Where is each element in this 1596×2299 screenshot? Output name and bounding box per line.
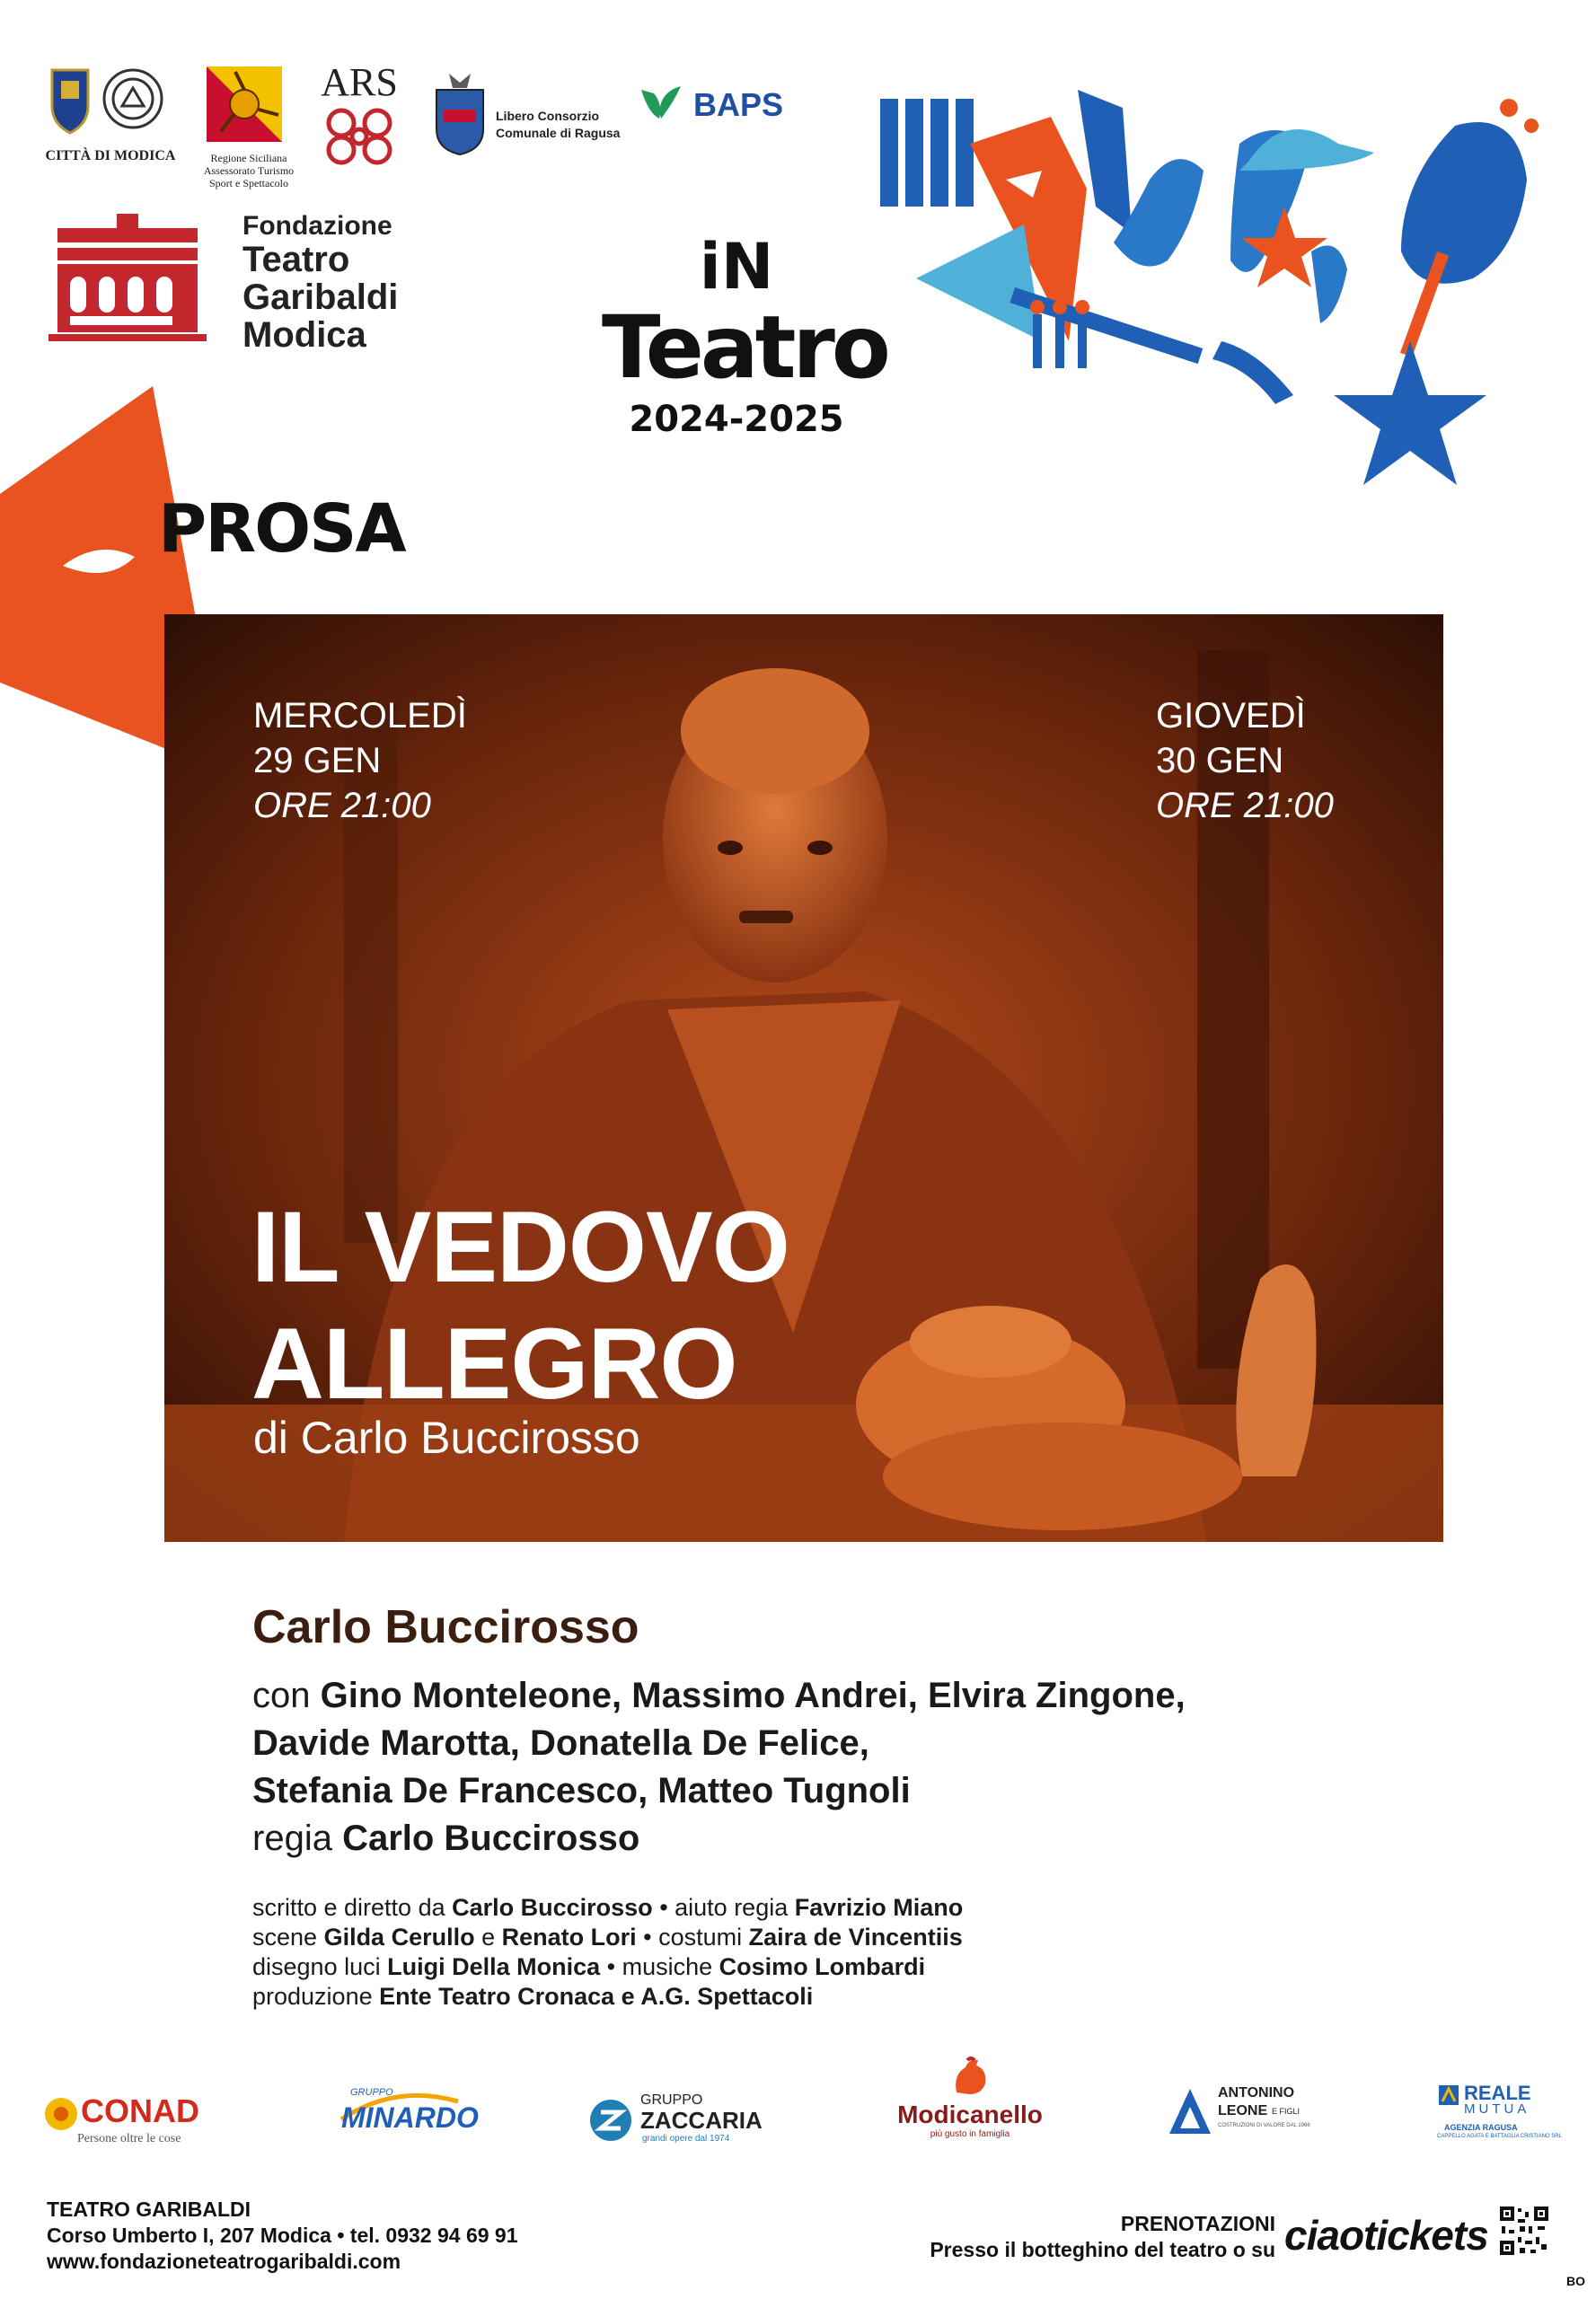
zaccaria-logo-icon bbox=[588, 2098, 633, 2143]
season-mark bbox=[602, 230, 887, 478]
booking-info bbox=[880, 2211, 1275, 2263]
conad-label: CONAD bbox=[81, 2092, 199, 2129]
category-label: PROSA bbox=[158, 490, 405, 568]
crew-name: Ente Teatro Cronaca e A.G. Spettacoli bbox=[379, 1983, 814, 2010]
trinacria-icon bbox=[199, 63, 289, 148]
regione-line-2: Assessorato Turismo bbox=[203, 163, 295, 177]
crew-line-4 bbox=[252, 1982, 1330, 2012]
fondazione-line-4: Modica bbox=[242, 314, 366, 355]
date-block-2 bbox=[1156, 693, 1334, 828]
ars-symbol-icon bbox=[322, 105, 397, 168]
minardo-top: GRUPPO bbox=[350, 2087, 393, 2098]
sponsor-reale-mutua bbox=[1437, 2082, 1572, 2154]
date1-day: MERCOLEDÌ bbox=[253, 696, 467, 736]
music-theatre-illustration bbox=[862, 72, 1581, 503]
sponsor-minardo bbox=[332, 2083, 479, 2155]
venue-website[interactable]: www.fondazioneteatrogaribaldi.com bbox=[47, 2250, 401, 2273]
sponsor-conad bbox=[43, 2092, 214, 2155]
leone-line-1: ANTONINO bbox=[1218, 2085, 1295, 2101]
cast-list bbox=[252, 1672, 1330, 1863]
cast-label: con bbox=[252, 1676, 321, 1715]
crew-label: • costumi bbox=[636, 1924, 749, 1951]
crew-name: Carlo Buccirosso bbox=[452, 1894, 653, 1921]
piano-keys-icon bbox=[880, 99, 974, 207]
baps-label: BAPS bbox=[693, 86, 784, 123]
sponsor-zaccaria bbox=[588, 2092, 768, 2155]
fondazione-line-3: Garibaldi bbox=[242, 277, 399, 317]
regione-line-3: Sport e Spettacolo bbox=[209, 176, 288, 189]
zaccaria-top: GRUPPO bbox=[640, 2092, 703, 2108]
date2-time: ORE 21:00 bbox=[1156, 786, 1334, 825]
leone-tag: COSTRUZIONI DI VALORE DAL 1966 bbox=[1218, 2123, 1310, 2128]
show-author: di Carlo Buccirosso bbox=[253, 1413, 640, 1463]
fondazione-line-1: Fondazione bbox=[242, 211, 392, 241]
cast-line-1: Gino Monteleone, Massimo Andrei, Elvira Zingone, bbox=[320, 1676, 1186, 1715]
studio-mark: BO bbox=[1566, 2274, 1585, 2288]
date2-day: GIOVEDÌ bbox=[1156, 696, 1306, 736]
date-block-1 bbox=[253, 693, 467, 828]
logo-baps bbox=[638, 83, 799, 137]
venue-address: Corso Umberto I, 207 Modica • tel. 0932 94 69 91 bbox=[47, 2224, 518, 2247]
leone-line-2: LEONE bbox=[1218, 2103, 1268, 2118]
coat-of-arms-icon bbox=[43, 63, 178, 144]
venue-name: TEATRO GARIBALDI bbox=[47, 2198, 251, 2221]
crew-label: scene bbox=[252, 1924, 324, 1951]
blue-mask-icon bbox=[1078, 90, 1132, 233]
crew-list bbox=[252, 1893, 1330, 2012]
fondazione-logo bbox=[47, 212, 424, 356]
booking-label: PRENOTAZIONI bbox=[1120, 2212, 1275, 2235]
crew-name: Zaira de Vincentiis bbox=[748, 1924, 963, 1951]
logo-citta-modica bbox=[43, 63, 178, 162]
reale-line-2: MUTUA bbox=[1464, 2101, 1530, 2117]
regia-name: Carlo Buccirosso bbox=[342, 1819, 640, 1858]
reale-shield-icon bbox=[1437, 2083, 1460, 2107]
violin-icon bbox=[1400, 99, 1539, 357]
consorzio-line-2: Comunale di Ragusa bbox=[496, 126, 621, 140]
crew-name: Gilda Cerullo bbox=[323, 1924, 475, 1951]
modicanello-label: Modicanello bbox=[897, 2101, 1043, 2128]
logo-regione-siciliana bbox=[199, 63, 298, 189]
crew-line-1 bbox=[252, 1893, 1330, 1923]
crew-name: Cosimo Lombardi bbox=[719, 1953, 926, 1980]
consorzio-crest-icon bbox=[431, 70, 489, 156]
minardo-label: MINARDO bbox=[341, 2101, 479, 2134]
baps-leaf-icon bbox=[638, 83, 684, 126]
crew-line-3 bbox=[252, 1952, 1330, 1982]
rooster-icon bbox=[948, 2057, 992, 2098]
regione-line-1: Regione Siciliana bbox=[210, 152, 287, 164]
credits bbox=[252, 1600, 1330, 2012]
citta-modica-label: CITTÀ DI MODICA bbox=[45, 148, 176, 163]
crew-label: scritto e diretto da bbox=[252, 1894, 453, 1921]
crew-label: produzione bbox=[252, 1983, 380, 2010]
crew-label: disegno luci bbox=[252, 1953, 388, 1980]
crew-name: Renato Lori bbox=[501, 1924, 637, 1951]
cast-line-2: Davide Marotta, Donatella De Felice, bbox=[252, 1723, 869, 1763]
consorzio-line-1: Libero Consorzio bbox=[496, 109, 600, 123]
title-line-2: ALLEGRO bbox=[251, 1308, 737, 1420]
modicanello-tag: più gusto in famiglia bbox=[930, 2129, 1010, 2139]
sponsor-leone bbox=[1168, 2083, 1329, 2155]
crew-label: e bbox=[474, 1924, 502, 1951]
leone-line-3: E FIGLI bbox=[1272, 2107, 1301, 2116]
reale-tag-2: CAPPELLO AGATA E BATTAGLIA CRISTIANO SRL bbox=[1437, 2134, 1562, 2139]
ars-label: ARS bbox=[321, 60, 398, 104]
logo-ars bbox=[319, 59, 400, 185]
title-line-1: IL VEDOVO bbox=[251, 1191, 789, 1303]
date1-time: ORE 21:00 bbox=[253, 786, 431, 825]
ciaotickets-logo[interactable]: ciaotickets bbox=[1284, 2212, 1488, 2259]
crew-label: • musiche bbox=[600, 1953, 719, 1980]
crew-line-2 bbox=[252, 1923, 1330, 1952]
show-title bbox=[251, 1189, 789, 1423]
zaccaria-tag: grandi opere dal 1974 bbox=[642, 2134, 730, 2144]
reale-line-1: REALE bbox=[1464, 2082, 1531, 2104]
conad-tag: Persone oltre le cose bbox=[77, 2132, 181, 2145]
crew-label: • aiuto regia bbox=[652, 1894, 795, 1921]
date1-date: 29 GEN bbox=[253, 741, 382, 780]
season-in: iN bbox=[699, 230, 774, 304]
theatre-facade-icon bbox=[47, 212, 208, 347]
leone-triangle-icon bbox=[1168, 2087, 1212, 2136]
venue-info bbox=[47, 2197, 518, 2275]
logo-libero-consorzio bbox=[431, 70, 638, 160]
booking-text: Presso il botteghino del teatro o su bbox=[930, 2238, 1275, 2261]
conad-flower-icon bbox=[43, 2096, 79, 2132]
zaccaria-label: ZACCARIA bbox=[640, 2107, 763, 2134]
qr-code-icon[interactable] bbox=[1498, 2205, 1550, 2257]
reale-tag-1: AGENZIA RAGUSA bbox=[1444, 2123, 1518, 2132]
season-years: 2024-2025 bbox=[629, 399, 844, 440]
fondazione-line-2: Teatro bbox=[242, 239, 350, 279]
cast-line-3: Stefania De Francesco, Matteo Tugnoli bbox=[252, 1771, 911, 1810]
blue-star-icon bbox=[1334, 341, 1486, 485]
lead-actor: Carlo Buccirosso bbox=[252, 1601, 639, 1653]
crew-name: Luigi Della Monica bbox=[387, 1953, 601, 1980]
season-teatro: Teatro bbox=[602, 297, 887, 398]
sponsor-modicanello bbox=[885, 2057, 1055, 2155]
crew-name: Favrizio Miano bbox=[794, 1894, 964, 1921]
regia-label: regia bbox=[252, 1819, 343, 1858]
hero-image bbox=[164, 614, 1443, 1542]
date2-date: 30 GEN bbox=[1156, 741, 1284, 780]
